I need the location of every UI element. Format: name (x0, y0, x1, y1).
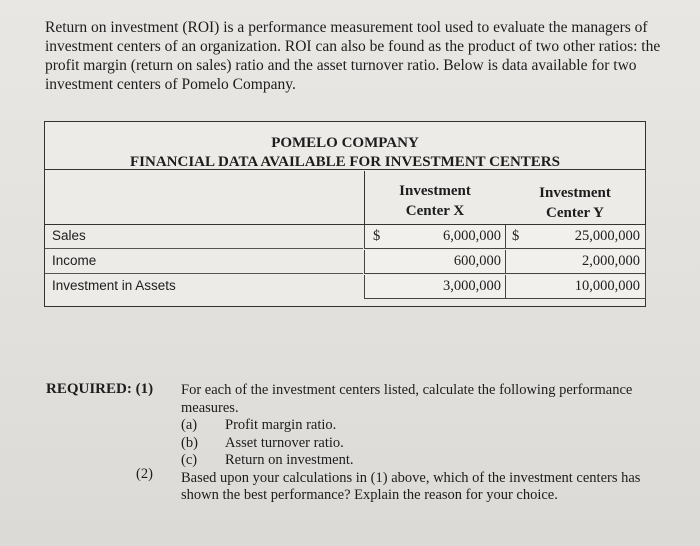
cell-x: 3,000,000 (364, 275, 507, 299)
question-1: For each of the investment centers listed, calculate the following performance measures. (181, 382, 633, 416)
currency-symbol: $ (512, 228, 520, 244)
table-row (45, 225, 645, 249)
question-2-number: (2) (136, 466, 153, 482)
table-title (45, 122, 645, 170)
required-questions (181, 382, 651, 505)
header-center-x: Investment Center X (399, 183, 471, 219)
list-item: (a) Profit margin ratio. (181, 417, 337, 433)
question-2: Based upon your calculations in (1) above, which of the investment centers has shown the best performance? Explain the reason for your choice. (181, 469, 641, 503)
cell-y: 10,000,000 (505, 275, 646, 299)
table-row (45, 275, 645, 299)
financial-data-table (44, 121, 646, 307)
company-name: POMELO COMPANY (271, 135, 419, 151)
column-headers (45, 171, 645, 225)
cell-y: 2,000,000 (505, 250, 646, 274)
row-label: Sales (52, 228, 86, 243)
list-item: (c) Return on investment. (181, 452, 354, 468)
required-label: REQUIRED: (1) (46, 381, 154, 397)
row-label: Investment in Assets (52, 278, 176, 293)
cell-y: $ 25,000,000 (505, 225, 646, 249)
table-row (45, 250, 645, 274)
table-subtitle: FINANCIAL DATA AVAILABLE FOR INVESTMENT CENTERS (130, 154, 560, 170)
cell-x: 600,000 (364, 250, 507, 274)
list-item: (b) Asset turnover ratio. (181, 434, 344, 451)
cell-x: $ 6,000,000 (364, 225, 507, 249)
intro-paragraph: Return on investment (ROI) is a performance measurement tool used to evaluate the managers of investment centers of an organization. ROI can also be found as the product of two other ratios: the profit margin (return on sales) ratio and the asset turnover ratio. Below is data available for two investment centers of Pomelo Company. (45, 19, 661, 93)
header-center-y: Investment Center Y (539, 185, 611, 221)
row-label: Income (52, 253, 97, 268)
currency-symbol: $ (373, 228, 381, 244)
